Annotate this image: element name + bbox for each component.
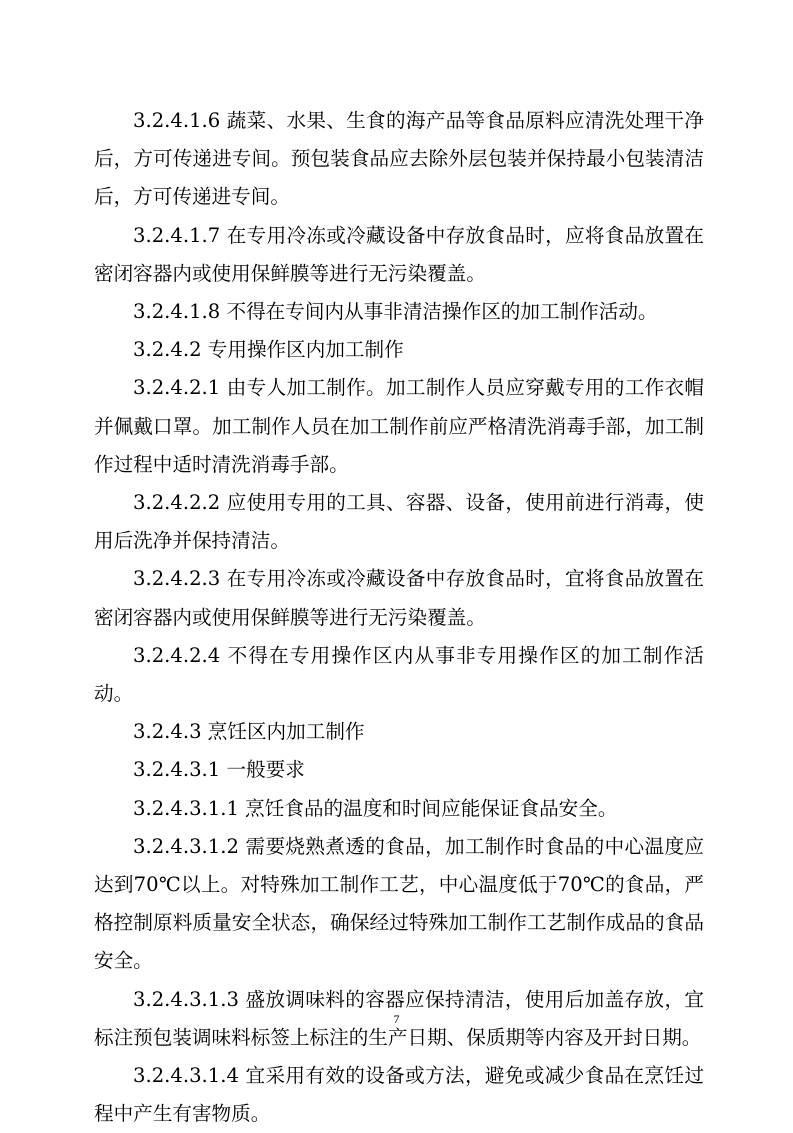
- section-heading-3-2-4-2: 3.2.4.2 专用操作区内加工制作: [133, 338, 404, 362]
- section-heading-3-2-4-3: 3.2.4.3 烹饪区内加工制作: [133, 720, 365, 744]
- paragraph-3-2-4-3-1-2: 3.2.4.3.1.2 需要烧熟煮透的食品，加工制作时食品的中心温度应达到70℃以上。对特殊加工制作工艺，中心温度低于70℃的食品，严格控制原料质量安全状态，确保经过特殊加工制作工艺制作成品的食品安全。: [94, 834, 704, 973]
- paragraph-3-2-4-1-6: 3.2.4.1.6 蔬菜、水果、生食的海产品等食品原料应清洗处理干净后，方可传递进专间。预包装食品应去除外层包装并保持最小包装清洁后，方可传递进专间。: [94, 109, 704, 209]
- paragraph-3-2-4-2-1: 3.2.4.2.1 由专人加工制作。加工制作人员应穿戴专用的工作衣帽并佩戴口罩。加工制作人员在加工制作前应严格清洗消毒手部，加工制作过程中适时清洗消毒手部。: [94, 376, 704, 476]
- document-body: [94, 102, 704, 1133]
- paragraph-3-2-4-3-1-4: 3.2.4.3.1.4 宜采用有效的设备或方法，避免或减少食品在烹饪过程中产生有害物质。: [94, 1064, 704, 1126]
- paragraph-3-2-4-3-1-3: 3.2.4.3.1.3 盛放调味料的容器应保持清洁，使用后加盖存放，宜标注预包装调味料标签上标注的生产日期、保质期等内容及开封日期。: [94, 987, 704, 1049]
- paragraph-3-2-4-3-1-1: 3.2.4.3.1.1 烹饪食品的温度和时间应能保证食品安全。: [133, 796, 618, 820]
- page-number: 7: [393, 1012, 400, 1026]
- paragraph-3-2-4-2-4: 3.2.4.2.4 不得在专用操作区内从事非专用操作区的加工制作活动。: [94, 643, 704, 706]
- paragraph-3-2-4-1-8: 3.2.4.1.8 不得在专间内从事非清洁操作区的加工制作活动。: [133, 300, 658, 324]
- paragraph-3-2-4-1-7: 3.2.4.1.7 在专用冷冻或冷藏设备中存放食品时，应将食品放置在密闭容器内或使用保鲜膜等进行无污染覆盖。: [94, 223, 704, 285]
- section-heading-3-2-4-3-1: 3.2.4.3.1 一般要求: [133, 758, 305, 782]
- paragraph-3-2-4-2-2: 3.2.4.2.2 应使用专用的工具、容器、设备，使用前进行消毒，使用后洗净并保持清洁。: [94, 491, 704, 553]
- paragraph-3-2-4-2-3: 3.2.4.2.3 在专用冷冻或冷藏设备中存放食品时，宜将食品放置在密闭容器内或使用保鲜膜等进行无污染覆盖。: [94, 567, 704, 629]
